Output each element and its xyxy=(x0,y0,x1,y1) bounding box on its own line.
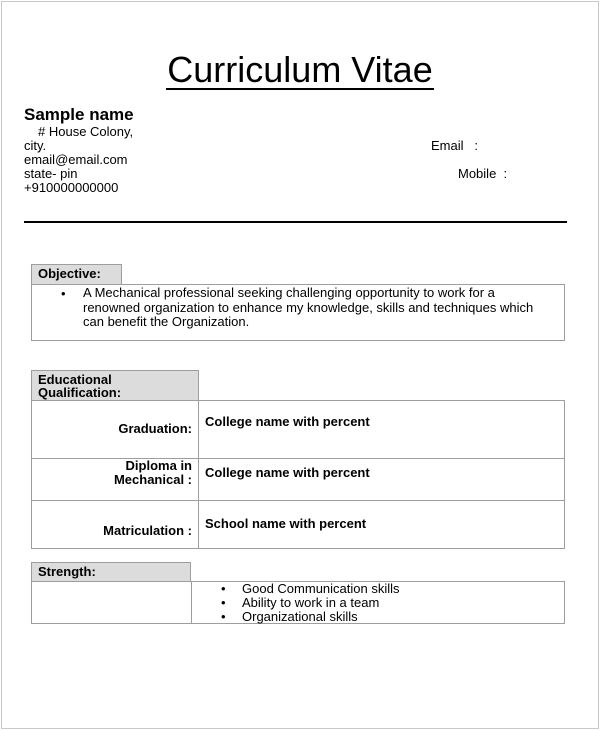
bullet-icon: • xyxy=(221,581,226,596)
address-line-2: city. xyxy=(24,138,47,153)
mobile-label: Mobile : xyxy=(458,166,508,181)
graduation-label xyxy=(42,422,192,436)
diploma-value: College name with percent xyxy=(205,465,370,480)
graduation-value: College name with percent xyxy=(205,414,370,429)
objective-line: A Mechanical professional seeking challenging opportunity to work for a xyxy=(83,285,495,300)
matriculation-label-text: Matriculation : xyxy=(103,523,192,538)
candidate-name: Sample name xyxy=(24,105,134,124)
cv-page xyxy=(1,1,599,729)
bullet-icon: • xyxy=(221,595,226,610)
strength-column-divider xyxy=(191,581,192,624)
education-row-divider xyxy=(31,500,565,501)
header-divider xyxy=(24,221,567,223)
state-pin: state- pin xyxy=(24,166,78,181)
strength-item-text: Good Communication skills xyxy=(242,581,400,596)
strength-item-text: Organizational skills xyxy=(242,609,358,624)
strength-heading: Strength: xyxy=(31,562,191,582)
objective-text xyxy=(83,286,533,330)
objective-heading: Objective: xyxy=(31,264,122,285)
objective-line: renowned organization to enhance my knowledge, skills and techniques which xyxy=(83,299,534,315)
diploma-label-line: Mechanical : xyxy=(113,472,192,487)
bullet-icon: • xyxy=(221,609,226,624)
graduation-label-text: Graduation: xyxy=(118,421,192,436)
education-heading-line: Educational xyxy=(38,372,112,387)
bullet-icon: • xyxy=(61,286,66,301)
matriculation-label xyxy=(42,524,192,538)
matriculation-value: School name with percent xyxy=(205,516,367,531)
diploma-label xyxy=(42,459,192,487)
objective-line: can benefit the Organization. xyxy=(83,314,250,329)
address-line-1: # House Colony, xyxy=(38,124,134,139)
email-label: Email : xyxy=(431,138,478,153)
education-heading-line: Qualification: xyxy=(38,385,122,400)
strength-item-text: Ability to work in a team xyxy=(242,595,380,610)
diploma-label-line: Diploma in xyxy=(125,458,192,473)
education-column-divider xyxy=(198,400,199,549)
page-title xyxy=(2,49,598,90)
education-heading xyxy=(31,370,199,401)
email-value: email@email.com xyxy=(24,152,128,167)
page-title-text: Curriculum Vitae xyxy=(167,49,433,90)
phone-number: +910000000000 xyxy=(24,180,119,195)
